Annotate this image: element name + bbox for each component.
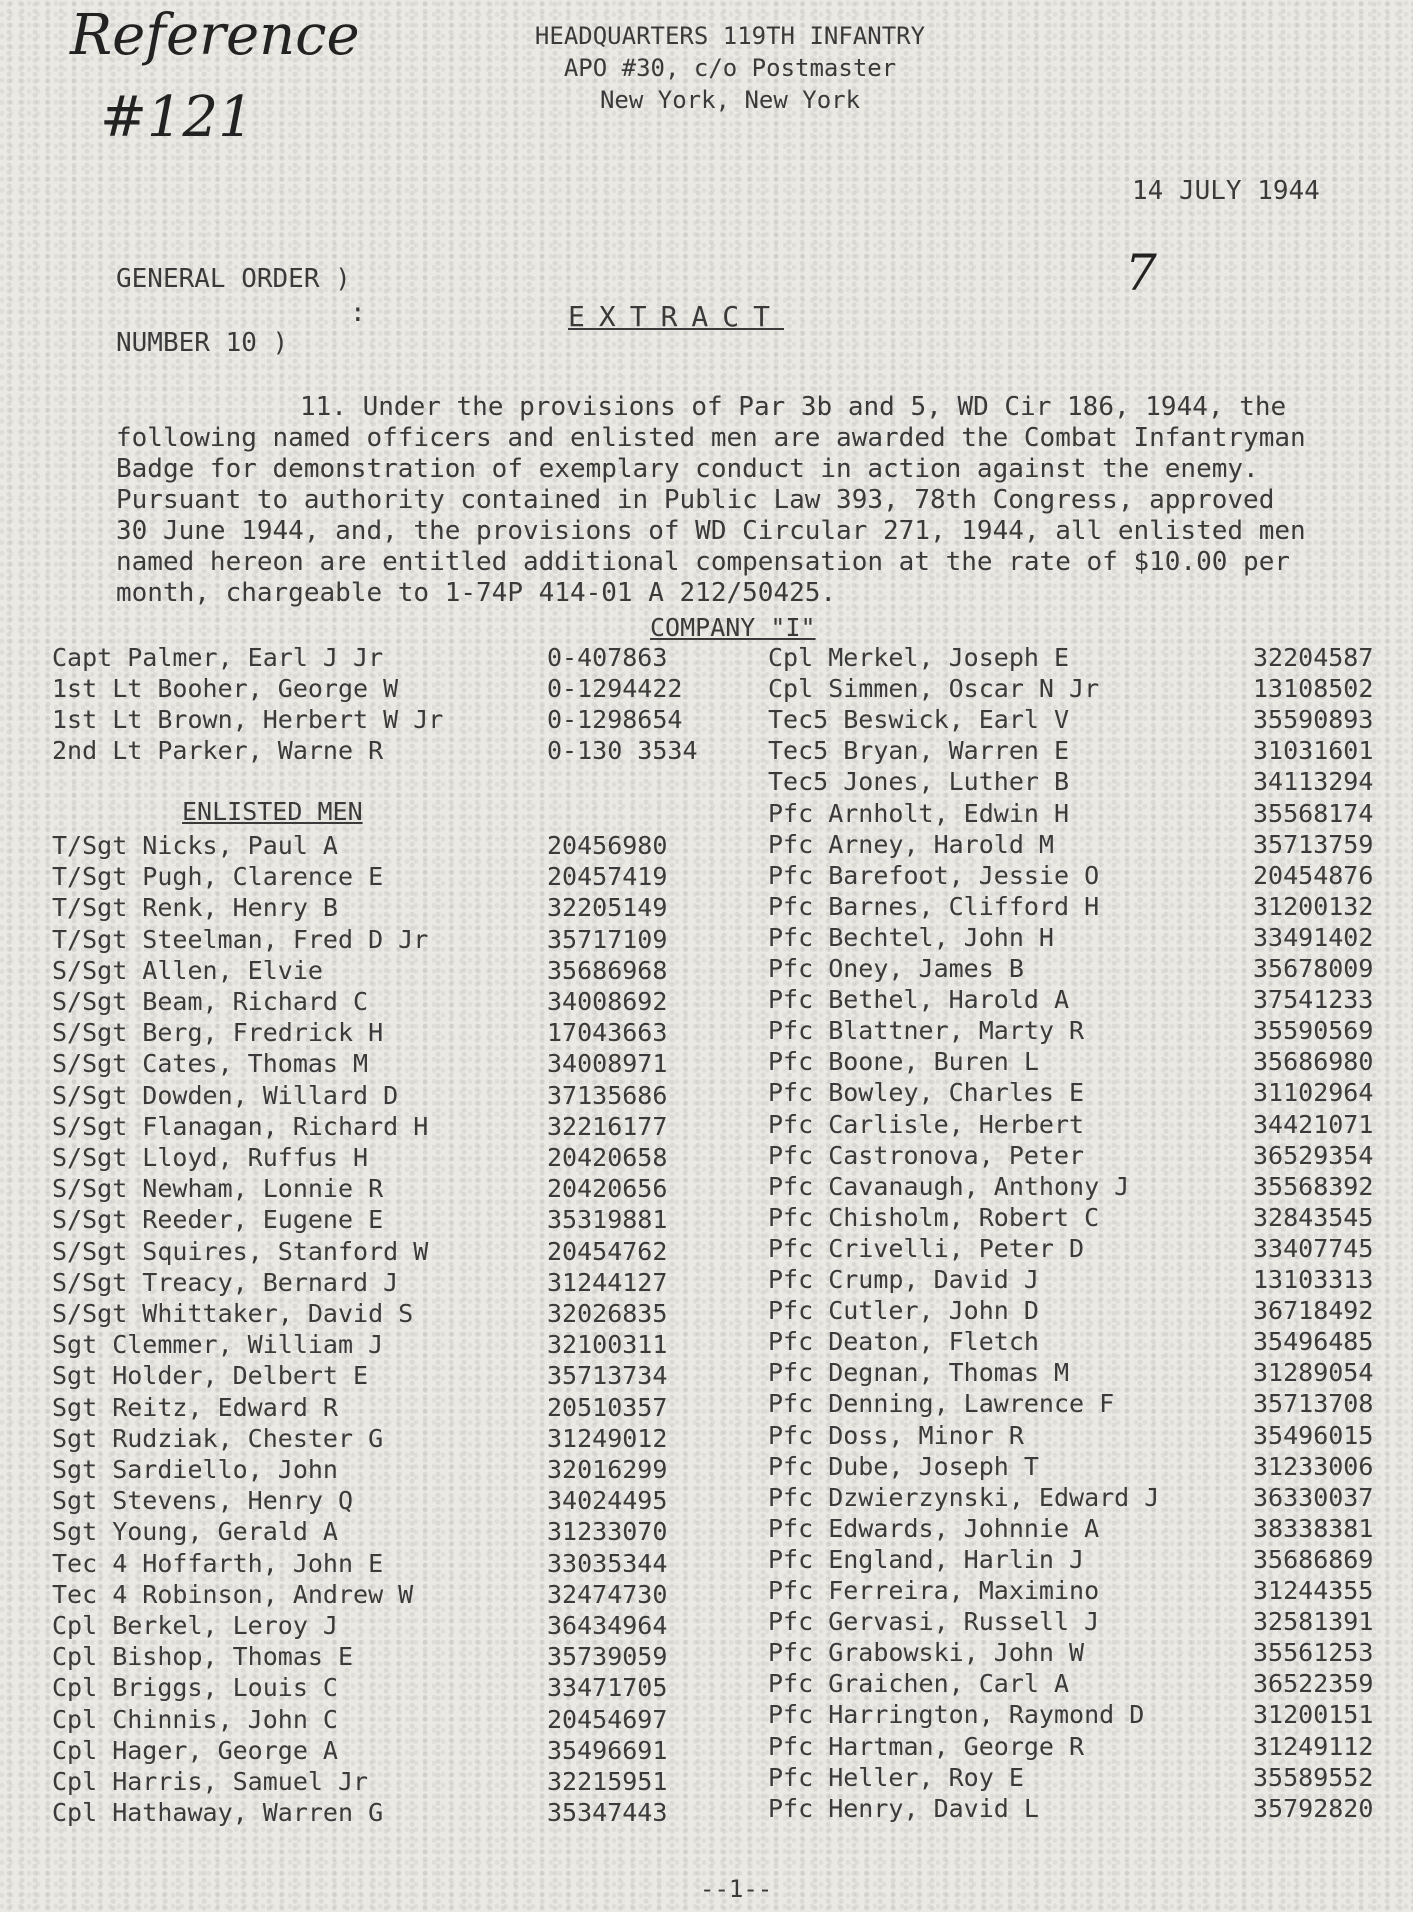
- roster-name: Pfc Cutler, John D: [768, 1296, 1039, 1326]
- paragraph-line: following named officers and enlisted men are awarded the Combat Infantryman: [116, 423, 1306, 453]
- roster-name: Pfc Barnes, Clifford H: [768, 891, 1100, 921]
- roster-serial: 31031601: [1253, 736, 1374, 766]
- roster-name: Tec5 Jones, Luther B: [768, 767, 1070, 797]
- roster-serial: 35590569: [1253, 1016, 1374, 1046]
- roster-serial: 33035344: [547, 1548, 668, 1578]
- roster-name: Tec 4 Hoffarth, John E: [52, 1548, 384, 1578]
- roster-serial: 13103313: [1253, 1265, 1374, 1294]
- roster-name: Pfc Grabowski, John W: [768, 1638, 1085, 1668]
- roster-name: S/Sgt Whittaker, David S: [52, 1299, 414, 1328]
- roster-serial: 35589552: [1253, 1762, 1374, 1792]
- roster-name: Pfc Boone, Buren L: [768, 1047, 1039, 1077]
- roster-serial: 20457419: [547, 862, 668, 892]
- roster-serial: 35590893: [1253, 705, 1374, 735]
- roster-name: Pfc Degnan, Thomas M: [768, 1358, 1070, 1388]
- roster-serial: 32204587: [1253, 643, 1374, 672]
- roster-serial: 36330037: [1253, 1482, 1374, 1512]
- handwritten-reference-note: Reference: [70, 3, 360, 68]
- roster-name: 1st Lt Booher, George W: [52, 674, 399, 703]
- roster-serial: 34008971: [547, 1049, 668, 1079]
- roster-serial: 34008692: [547, 987, 668, 1016]
- roster-name: 2nd Lt Parker, Warne R: [52, 736, 384, 765]
- roster-serial: 20510357: [547, 1392, 668, 1422]
- roster-name: Sgt Young, Gerald A: [52, 1517, 338, 1547]
- handwritten-reference-number: #121: [100, 85, 254, 150]
- roster-name: Cpl Simmen, Oscar N Jr: [768, 674, 1100, 704]
- roster-name: Tec5 Beswick, Earl V: [768, 705, 1070, 735]
- roster-serial: 33491402: [1253, 922, 1374, 952]
- order-date: 14 JULY 1944: [1132, 176, 1320, 206]
- roster-name: Pfc Cavanaugh, Anthony J: [768, 1171, 1130, 1201]
- roster-serial: 35713759: [1253, 829, 1374, 859]
- roster-serial: 0-407863: [547, 643, 668, 672]
- roster-name: Capt Palmer, Earl J Jr: [52, 643, 384, 672]
- roster-serial: 34113294: [1253, 767, 1374, 797]
- header-line-3: New York, New York: [599, 86, 861, 114]
- paragraph-line: 11. Under the provisions of Par 3b and 5, WD Cir 186, 1944, the: [300, 392, 1287, 422]
- roster-name: Pfc Bethel, Harold A: [768, 985, 1070, 1015]
- roster-name: Cpl Hager, George A: [52, 1735, 338, 1765]
- roster-serial: 34421071: [1253, 1109, 1374, 1139]
- enlisted-men-heading: ENLISTED MEN: [182, 797, 363, 826]
- roster-name: Pfc Blattner, Marty R: [768, 1016, 1085, 1046]
- roster-name: Pfc Harrington, Raymond D: [768, 1700, 1145, 1730]
- roster-name: Pfc Bowley, Charles E: [768, 1078, 1085, 1108]
- roster-name: Cpl Briggs, Louis C: [52, 1673, 338, 1703]
- roster-name: Cpl Berkel, Leroy J: [52, 1611, 338, 1640]
- roster-serial: 36529354: [1253, 1140, 1374, 1170]
- roster-serial: 35713734: [547, 1361, 668, 1391]
- roster-name: S/Sgt Squires, Stanford W: [52, 1236, 429, 1266]
- order-number-label: NUMBER 10 ): [116, 328, 289, 358]
- roster-name: T/Sgt Steelman, Fred D Jr: [52, 924, 429, 954]
- roster-serial: 31200151: [1253, 1700, 1374, 1730]
- roster-name: Pfc Barefoot, Jessie O: [768, 860, 1100, 890]
- roster-serial: 20454697: [547, 1704, 668, 1734]
- roster-serial: 32843545: [1253, 1202, 1374, 1232]
- roster-name: Pfc Deaton, Fletch: [768, 1327, 1039, 1357]
- roster-serial: 35678009: [1253, 954, 1374, 983]
- roster-serial: 32474730: [547, 1579, 668, 1609]
- roster-name: Pfc Gervasi, Russell J: [768, 1607, 1100, 1637]
- roster-name: Pfc Edwards, Johnnie A: [768, 1513, 1100, 1543]
- roster-serial: 37541233: [1253, 985, 1374, 1015]
- roster-serial: 31289054: [1253, 1358, 1374, 1388]
- roster-name: Pfc Bechtel, John H: [768, 922, 1054, 952]
- roster-name: S/Sgt Flanagan, Richard H: [52, 1111, 429, 1141]
- roster-name: T/Sgt Nicks, Paul A: [52, 831, 338, 860]
- roster-name: Sgt Stevens, Henry Q: [52, 1486, 354, 1516]
- roster-name: Pfc Denning, Lawrence F: [768, 1389, 1115, 1419]
- roster-name: Pfc Arney, Harold M: [768, 829, 1054, 859]
- roster-serial: 20454762: [547, 1236, 668, 1266]
- roster-serial: 31233006: [1253, 1451, 1374, 1481]
- roster-serial: 36434964: [547, 1611, 668, 1640]
- roster-serial: 35792820: [1253, 1793, 1374, 1823]
- roster-name: S/Sgt Allen, Elvie: [52, 955, 323, 985]
- roster-name: Pfc Dzwierzynski, Edward J: [768, 1482, 1160, 1512]
- paragraph-line: month, chargeable to 1-74P 414-01 A 212/50425.: [116, 578, 837, 608]
- roster-serial: 37135686: [547, 1080, 668, 1110]
- paragraph-line: named hereon are entitled additional compensation at the rate of $10.00 per: [116, 547, 1290, 577]
- roster-name: Pfc Chisholm, Robert C: [768, 1202, 1100, 1232]
- roster-serial: 20454876: [1253, 860, 1374, 890]
- roster-serial: 31233070: [547, 1517, 668, 1547]
- roster-name: Sgt Reitz, Edward R: [52, 1392, 338, 1422]
- roster-name: S/Sgt Newham, Lonnie R: [52, 1174, 384, 1204]
- roster-serial: 31249112: [1253, 1731, 1374, 1761]
- paragraph-line: Pursuant to authority contained in Public Law 393, 78th Congress, approved: [116, 485, 1275, 515]
- roster-serial: 36522359: [1253, 1669, 1374, 1699]
- roster-serial: 20420658: [547, 1143, 668, 1172]
- roster-serial: 35319881: [547, 1205, 668, 1235]
- roster-serial: 13108502: [1253, 674, 1374, 704]
- roster-serial: 35347443: [547, 1798, 668, 1828]
- roster-name: S/Sgt Cates, Thomas M: [52, 1049, 369, 1079]
- roster-serial: 35713708: [1253, 1389, 1374, 1419]
- general-order-label: GENERAL ORDER ): [116, 264, 351, 294]
- page-number: --1--: [700, 1875, 773, 1903]
- roster-serial: 32026835: [547, 1299, 668, 1328]
- roster-name: 1st Lt Brown, Herbert W Jr: [52, 705, 444, 734]
- roster-serial: 31200132: [1253, 891, 1374, 921]
- roster-serial: 38338381: [1253, 1513, 1374, 1543]
- roster-serial: 20456980: [547, 831, 668, 860]
- roster-name: Sgt Sardiello, John: [52, 1455, 338, 1484]
- roster-name: Pfc Oney, James B: [768, 954, 1024, 983]
- roster-serial: 35568392: [1253, 1171, 1374, 1201]
- roster-name: Pfc Carlisle, Herbert: [768, 1109, 1085, 1139]
- roster-serial: 32016299: [547, 1455, 668, 1484]
- extract-title: EXTRACT: [568, 300, 785, 333]
- roster-serial: 35496015: [1253, 1420, 1374, 1450]
- roster-serial: 31244127: [547, 1267, 668, 1297]
- roster-serial: 35496485: [1253, 1327, 1374, 1357]
- roster-name: T/Sgt Pugh, Clarence E: [52, 862, 384, 892]
- roster-name: Pfc Crump, David J: [768, 1265, 1039, 1294]
- roster-name: Pfc Henry, David L: [768, 1793, 1039, 1823]
- paragraph-line: Badge for demonstration of exemplary conduct in action against the enemy.: [116, 454, 1259, 484]
- roster-serial: 36718492: [1253, 1296, 1374, 1326]
- company-heading: COMPANY "I": [650, 613, 816, 642]
- roster-name: Pfc Dube, Joseph T: [768, 1451, 1039, 1481]
- roster-name: Pfc Heller, Roy E: [768, 1762, 1024, 1792]
- roster-serial: 32100311: [547, 1330, 668, 1360]
- roster-serial: 33407745: [1253, 1233, 1374, 1263]
- roster-name: Cpl Bishop, Thomas E: [52, 1642, 354, 1672]
- roster-name: Pfc Doss, Minor R: [768, 1420, 1024, 1450]
- header-line-1: HEADQUARTERS 119TH INFANTRY: [534, 22, 926, 50]
- roster-serial: 35561253: [1253, 1638, 1374, 1668]
- roster-serial: 32215951: [547, 1767, 668, 1796]
- roster-name: Pfc Castronova, Peter: [768, 1140, 1085, 1170]
- roster-name: Sgt Clemmer, William J: [52, 1330, 384, 1360]
- roster-serial: 32581391: [1253, 1607, 1374, 1637]
- roster-name: Sgt Holder, Delbert E: [52, 1361, 369, 1391]
- roster-name: S/Sgt Dowden, Willard D: [52, 1080, 399, 1110]
- roster-name: Pfc Graichen, Carl A: [768, 1669, 1070, 1699]
- roster-name: Pfc Arnholt, Edwin H: [768, 798, 1070, 828]
- roster-serial: 34024495: [547, 1486, 668, 1516]
- roster-name: S/Sgt Reeder, Eugene E: [52, 1205, 384, 1235]
- roster-name: S/Sgt Beam, Richard C: [52, 987, 369, 1016]
- roster-name: Pfc Crivelli, Peter D: [768, 1233, 1085, 1263]
- roster-name: Cpl Harris, Samuel Jr: [52, 1767, 369, 1796]
- roster-serial: 31249012: [547, 1423, 668, 1453]
- general-order-colon: :: [350, 298, 366, 328]
- roster-name: S/Sgt Lloyd, Ruffus H: [52, 1143, 369, 1172]
- roster-name: Pfc England, Harlin J: [768, 1544, 1085, 1574]
- roster-name: S/Sgt Berg, Fredrick H: [52, 1018, 384, 1048]
- roster-serial: 32216177: [547, 1111, 668, 1141]
- roster-serial: 35739059: [547, 1642, 668, 1672]
- roster-name: Tec 4 Robinson, Andrew W: [52, 1579, 414, 1609]
- roster-serial: 20420656: [547, 1174, 668, 1204]
- roster-serial: 35686980: [1253, 1047, 1374, 1077]
- roster-name: Pfc Ferreira, Maximino: [768, 1576, 1100, 1605]
- roster-serial: 31102964: [1253, 1078, 1374, 1108]
- roster-name: Cpl Chinnis, John C: [52, 1704, 338, 1734]
- roster-name: Cpl Hathaway, Warren G: [52, 1798, 384, 1828]
- roster-serial: 35686968: [547, 955, 668, 985]
- roster-name: Cpl Merkel, Joseph E: [768, 643, 1070, 672]
- roster-serial: 0-1294422: [547, 674, 683, 703]
- order-paragraph: [116, 392, 1366, 609]
- roster-serial: 35496691: [547, 1735, 668, 1765]
- roster-serial: 35686869: [1253, 1544, 1374, 1574]
- handwritten-mark: 7: [1125, 244, 1157, 302]
- header-line-2: APO #30, c/o Postmaster: [563, 54, 897, 82]
- roster-serial: 35568174: [1253, 798, 1374, 828]
- paragraph-line: 30 June 1944, and, the provisions of WD Circular 271, 1944, all enlisted men: [116, 516, 1306, 546]
- roster-serial: 33471705: [547, 1673, 668, 1703]
- roster-name: Sgt Rudziak, Chester G: [52, 1423, 384, 1453]
- roster-name: S/Sgt Treacy, Bernard J: [52, 1267, 399, 1297]
- roster-serial: 17043663: [547, 1018, 668, 1048]
- roster-name: Pfc Hartman, George R: [768, 1731, 1085, 1761]
- roster-name: T/Sgt Renk, Henry B: [52, 893, 338, 923]
- roster-serial: 32205149: [547, 893, 668, 923]
- roster-serial: 31244355: [1253, 1576, 1374, 1605]
- roster-serial: 35717109: [547, 924, 668, 954]
- roster-serial: 0-130 3534: [547, 736, 698, 765]
- roster-serial: 0-1298654: [547, 705, 683, 734]
- roster-name: Tec5 Bryan, Warren E: [768, 736, 1070, 766]
